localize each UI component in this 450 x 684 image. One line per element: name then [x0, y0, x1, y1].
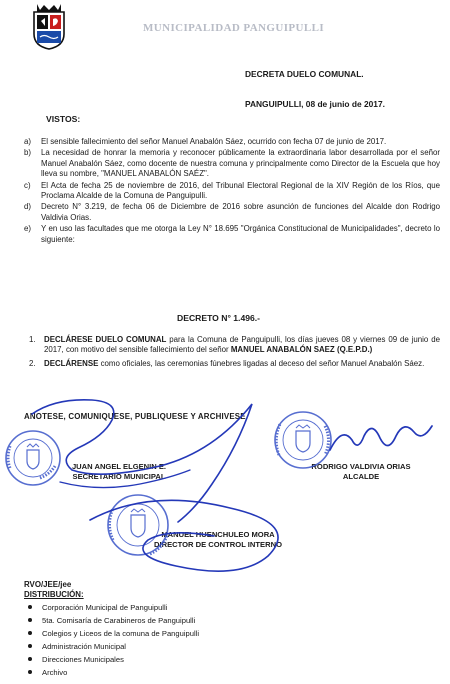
item-marker: b): [24, 148, 32, 158]
item-marker: a): [24, 137, 32, 146]
list-item: Corporación Municipal de Panguipulli: [24, 601, 199, 614]
date-line: PANGUIPULLI, 08 de junio de 2017.: [245, 99, 385, 109]
list-item: [22, 181, 440, 202]
decree-title: DECRETA DUELO COMUNAL.: [245, 69, 364, 79]
list-item: Direcciones Municipales: [24, 653, 199, 666]
list-item: [22, 137, 440, 147]
signature-block-secretary: [44, 462, 194, 481]
signatory-name: RODRIGO VALDIVIA ORIAS: [311, 462, 411, 471]
list-item: [22, 148, 440, 179]
closing-formula: ANOTESE, COMUNIQUESE, PUBLIQUESE Y ARCHIVESE: [24, 412, 246, 421]
item-marker: e): [24, 224, 32, 234]
item-marker: d): [24, 202, 32, 212]
item-text: El Acta de fecha 25 de noviembre de 2016, del Tribunal Electoral Regional de la XIV Región de los Ríos, que Proclama Alcalde de la Comuna de Panguipulli.: [41, 180, 440, 201]
item-marker: 2.: [29, 358, 36, 368]
signatory-title: SECRETARIO MUNICIPAL: [72, 471, 166, 481]
item-text: Y en uso las facultades que me otorga la Ley N° 18.695 "Orgánica Constitucional de Municipalidades", decreto lo siguiente:: [41, 224, 440, 244]
considerandos-list: [22, 137, 440, 246]
list-item: [24, 359, 440, 369]
decree-number: DECRETO N° 1.496.-: [177, 313, 261, 323]
letterhead: MUNICIPALIDAD PANGUIPULLI: [143, 22, 325, 34]
resolution-tail: MANUEL ANABALÓN SAEZ (Q.E.P.D.): [230, 345, 373, 355]
list-item: [22, 202, 440, 223]
vistos-heading: VISTOS:: [46, 114, 81, 124]
item-text: El sensible fallecimiento del señor Manuel Anabalón Sáez, ocurrido con fecha 07 de junio de 2017.: [41, 137, 387, 146]
item-marker: c): [24, 180, 31, 190]
list-item: Colegios y Liceos de la comuna de Panguipulli: [24, 627, 199, 640]
resolutions-list: [24, 335, 440, 372]
list-item: Archivo: [24, 666, 199, 679]
list-item: Administración Municipal: [24, 640, 199, 653]
signatory-title: DIRECTOR DE CONTROL INTERNO: [154, 539, 282, 549]
item-text: para la Comuna de Panguipulli, los días jueves 08 y viernes 09 de junio de 2017, con motivo del sensible fallecimiento del señor: [44, 335, 440, 355]
list-item: [24, 335, 440, 356]
resolution-lead: DECLÁRESE DUELO COMUNAL: [44, 335, 167, 344]
mayor-stamp-icon: [275, 412, 331, 468]
mayor-signature: [330, 426, 432, 450]
item-text: Decreto N° 3.219, de fecha 06 de Diciembre de 2016 sobre asunción de funciones del Alcalde don Rodrigo Valdivia Orias.: [41, 202, 440, 222]
initials: RVO/JEE/jee: [24, 580, 72, 589]
distribution-list: [24, 601, 199, 679]
list-item: 5ta. Comisaría de Carabineros de Panguipulli: [24, 614, 199, 627]
list-item: [22, 224, 440, 245]
signature-block-mayor: [296, 462, 426, 481]
distribution-title: DISTRIBUCIÓN:: [24, 590, 84, 599]
resolution-lead: DECLÁRENSE: [44, 358, 99, 368]
signatory-name: MANUEL HUENCHULEO MORA: [161, 530, 275, 539]
municipal-crest-icon: [32, 4, 66, 50]
item-text: La necesidad de honrar la memoria y reconocer públicamente la extraordinaria labor desarrollada por el señor Manuel Anabalón Sáez, como docente de nuestra comuna y principalmente como Director de la Escuela que hoy lleva su nombre, "MANUEL ANABALÓN SAÉZ".: [41, 148, 440, 179]
item-text: como oficiales, las ceremonias fúnebres ligadas al deceso del señor Manuel Anabalón Sáez.: [98, 358, 425, 368]
item-marker: 1.: [29, 335, 36, 344]
signatory-name: JUAN ANGEL ELGENIN E.: [71, 462, 167, 471]
signatory-title: ALCALDE: [342, 471, 380, 481]
signature-block-control: [138, 530, 298, 549]
